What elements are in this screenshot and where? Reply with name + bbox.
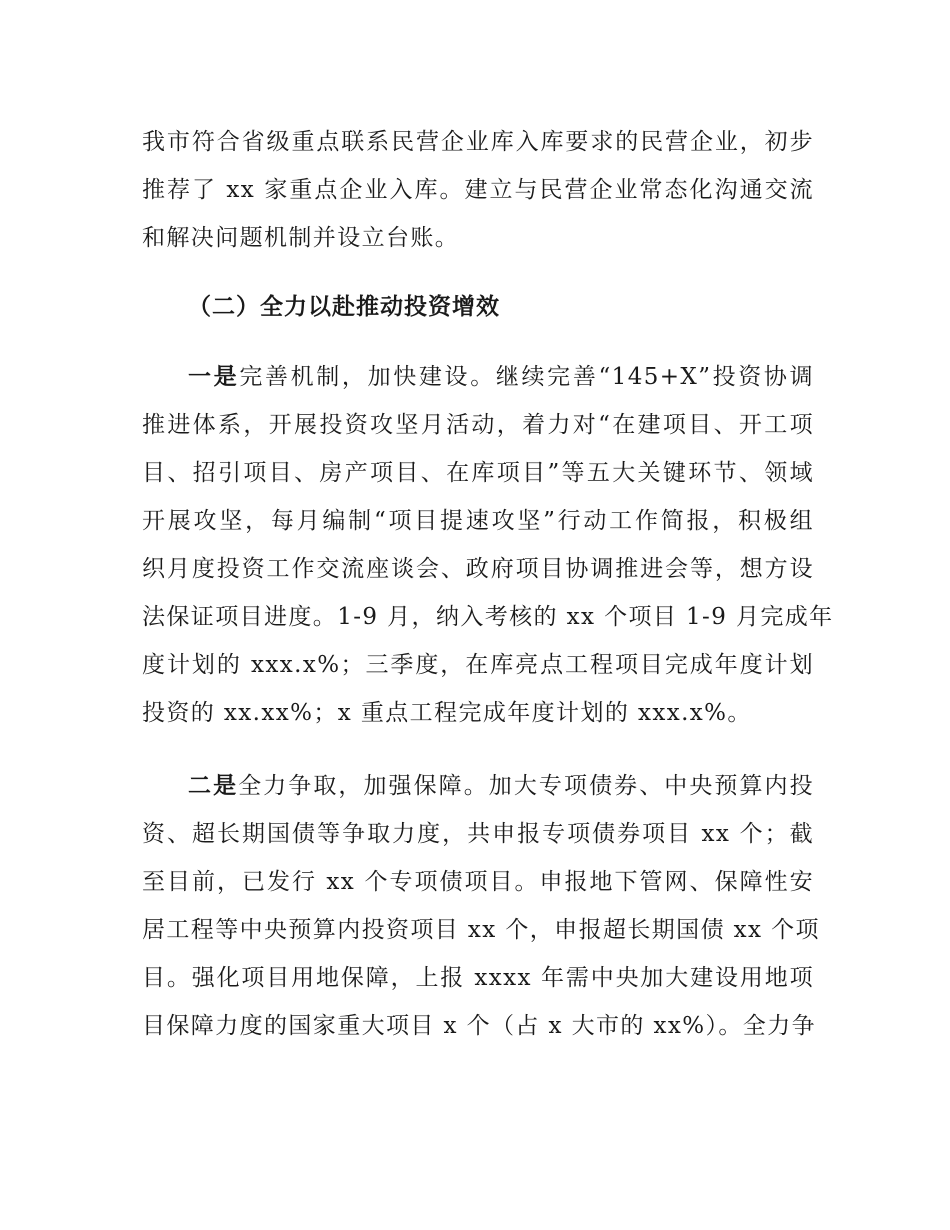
paragraph-one-line: 推进体系，开展投资攻坚月活动，着力对“在建项目、开工项 xyxy=(142,412,814,438)
paragraph-two-line: 目。强化项目用地保障，上报 xxxx 年需中央加大建设用地项 xyxy=(142,965,814,991)
paragraph-two-line: 至目前，已发行 xx 个专项债项目。申报地下管网、保障性安 xyxy=(142,869,814,895)
paragraph-two-line: 目保障力度的国家重大项目 x 个（占 x 大市的 xx%）。全力争 xyxy=(142,1013,816,1039)
intro-line-3: 和解决问题机制并设立台账。 xyxy=(142,225,460,251)
section-heading: （二）全力以赴推动投资增效 xyxy=(188,294,500,320)
paragraph-two-lead: 二是 xyxy=(188,773,239,799)
intro-line-2: 推荐了 xx 家重点企业入库。建立与民营企业常态化沟通交流 xyxy=(142,177,814,203)
paragraph-one-line: 投资的 xx.xx%；x 重点工程完成年度计划的 xxx.x%。 xyxy=(142,700,752,726)
paragraph-one-line: 开展攻坚，每月编制“项目提速攻坚”行动工作简报，积极组 xyxy=(142,508,814,534)
paragraph-two-line: 居工程等中央预算内投资项目 xx 个，申报超长期国债 xx 个项 xyxy=(142,917,820,943)
intro-line-1: 我市符合省级重点联系民营企业库入库要求的民营企业，初步 xyxy=(142,129,814,155)
paragraph-two-first-line-text: 全力争取，加强保障。加大专项债券、中央预算内投 xyxy=(238,773,814,799)
paragraph-two-first-line xyxy=(142,762,814,810)
paragraph-one-line: 法保证项目进度。1-9 月，纳入考核的 xx 个项目 1-9 月完成年 xyxy=(142,604,834,630)
paragraph-one-first-line-text: 完善机制，加快建设。继续完善“145+X”投资协调 xyxy=(239,364,814,390)
paragraph-two xyxy=(142,762,820,1050)
paragraph-one-line: 织月度投资工作交流座谈会、政府项目协调推进会等，想方设 xyxy=(142,556,814,582)
paragraph-one-line: 目、招引项目、房产项目、在库项目”等五大关键环节、领域 xyxy=(142,460,814,486)
paragraph-one xyxy=(142,353,834,737)
paragraph-two-line: 资、超长期国债等争取力度，共申报专项债券项目 xx 个；截 xyxy=(142,821,814,847)
intro-paragraph xyxy=(142,118,814,262)
paragraph-one-lead: 一是 xyxy=(188,364,240,390)
paragraph-one-line: 度计划的 xxx.x%；三季度，在库亮点工程项目完成年度计划 xyxy=(142,652,814,678)
paragraph-one-first-line xyxy=(142,353,814,401)
